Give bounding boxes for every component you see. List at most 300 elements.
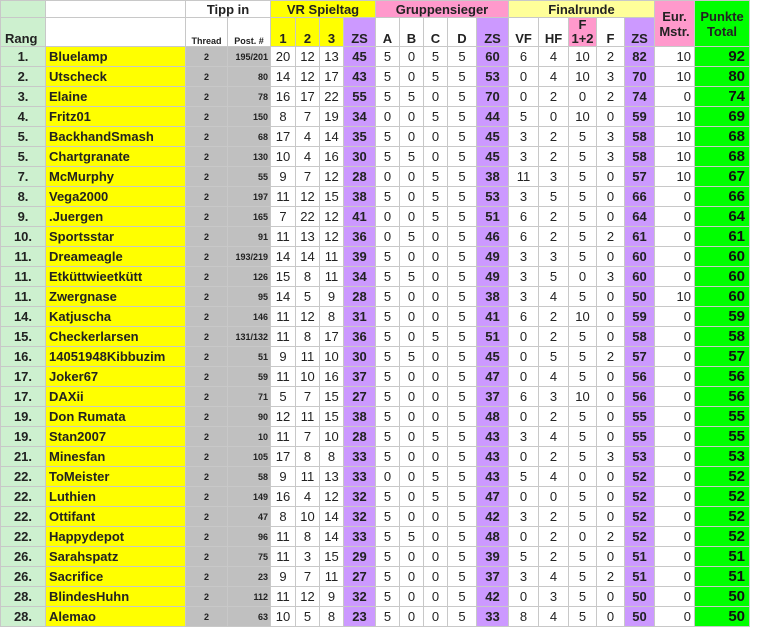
vr2-cell[interactable]: 5 bbox=[296, 607, 320, 627]
total-cell[interactable]: 50 bbox=[695, 587, 750, 607]
vr1-cell[interactable]: 10 bbox=[271, 147, 296, 167]
vr3-cell[interactable]: 14 bbox=[320, 507, 344, 527]
thread-cell[interactable]: 2 bbox=[186, 67, 228, 87]
fin-f-cell[interactable]: 0 bbox=[597, 487, 625, 507]
vr1-cell[interactable]: 8 bbox=[271, 507, 296, 527]
grp-c-cell[interactable]: 5 bbox=[424, 167, 448, 187]
posts-cell[interactable]: 91 bbox=[228, 227, 271, 247]
grp-zs-cell[interactable]: 47 bbox=[477, 487, 509, 507]
fin-zs-cell[interactable]: 52 bbox=[625, 487, 655, 507]
blank-header-cell[interactable] bbox=[46, 1, 186, 18]
vr2-cell[interactable]: 7 bbox=[296, 427, 320, 447]
vr1-cell[interactable]: 9 bbox=[271, 347, 296, 367]
grp-zs-cell[interactable]: 60 bbox=[477, 47, 509, 67]
grp-b-cell[interactable]: 0 bbox=[400, 167, 424, 187]
grp-b-cell[interactable]: 0 bbox=[400, 107, 424, 127]
eur-cell[interactable]: 0 bbox=[655, 347, 695, 367]
rank-cell[interactable]: 17. bbox=[1, 367, 46, 387]
fin-vf-cell[interactable]: 3 bbox=[509, 147, 539, 167]
grp-zs-cell[interactable]: 43 bbox=[477, 447, 509, 467]
grp-b-cell[interactable]: 0 bbox=[400, 307, 424, 327]
vr2-cell[interactable]: 22 bbox=[296, 207, 320, 227]
fin-zs-cell[interactable]: 53 bbox=[625, 447, 655, 467]
grp-d-cell[interactable]: 5 bbox=[448, 567, 477, 587]
vr1-cell[interactable]: 7 bbox=[271, 207, 296, 227]
grp-d-cell[interactable]: 5 bbox=[448, 107, 477, 127]
vr-spieltag-header[interactable]: VR Spieltag bbox=[271, 1, 376, 18]
grp-col-b-header[interactable]: B bbox=[400, 18, 424, 47]
thread-cell[interactable]: 2 bbox=[186, 407, 228, 427]
vr-zs-cell[interactable]: 30 bbox=[344, 147, 376, 167]
eur-cell[interactable]: 0 bbox=[655, 407, 695, 427]
fin-f-cell[interactable]: 0 bbox=[597, 307, 625, 327]
rang-header[interactable]: Rang bbox=[1, 18, 46, 47]
vr2-cell[interactable]: 12 bbox=[296, 587, 320, 607]
fin-f-cell[interactable]: 0 bbox=[597, 287, 625, 307]
vr3-cell[interactable]: 11 bbox=[320, 567, 344, 587]
name-cell[interactable]: Joker67 bbox=[46, 367, 186, 387]
grp-a-cell[interactable]: 5 bbox=[376, 247, 400, 267]
grp-b-cell[interactable]: 0 bbox=[400, 247, 424, 267]
fin-hf-cell[interactable]: 2 bbox=[539, 227, 569, 247]
fin-f-cell[interactable]: 2 bbox=[597, 227, 625, 247]
fin-f12-cell[interactable]: 5 bbox=[569, 447, 597, 467]
fin-hf-cell[interactable]: 3 bbox=[539, 587, 569, 607]
thread-cell[interactable]: 2 bbox=[186, 447, 228, 467]
fin-f12-cell[interactable]: 10 bbox=[569, 67, 597, 87]
vr-zs-cell[interactable]: 37 bbox=[344, 367, 376, 387]
fin-zs-cell[interactable]: 51 bbox=[625, 547, 655, 567]
fin-vf-cell[interactable]: 3 bbox=[509, 287, 539, 307]
fin-f12-cell[interactable]: 10 bbox=[569, 387, 597, 407]
vr1-cell[interactable]: 11 bbox=[271, 427, 296, 447]
posts-cell[interactable]: 63 bbox=[228, 607, 271, 627]
vr3-cell[interactable]: 12 bbox=[320, 207, 344, 227]
grp-a-cell[interactable]: 5 bbox=[376, 287, 400, 307]
vr2-cell[interactable]: 17 bbox=[296, 87, 320, 107]
vr1-cell[interactable]: 11 bbox=[271, 367, 296, 387]
fin-hf-cell[interactable]: 4 bbox=[539, 287, 569, 307]
fin-f-header[interactable]: F bbox=[597, 18, 625, 47]
thread-cell[interactable]: 2 bbox=[186, 207, 228, 227]
vr-zs-cell[interactable]: 41 bbox=[344, 207, 376, 227]
rank-cell[interactable]: 28. bbox=[1, 587, 46, 607]
eur-cell[interactable]: 0 bbox=[655, 587, 695, 607]
eur-cell[interactable]: 0 bbox=[655, 427, 695, 447]
grp-c-cell[interactable]: 0 bbox=[424, 247, 448, 267]
fin-zs-cell[interactable]: 50 bbox=[625, 587, 655, 607]
rank-cell[interactable]: 16. bbox=[1, 347, 46, 367]
eur-cell[interactable]: 10 bbox=[655, 147, 695, 167]
grp-a-cell[interactable]: 5 bbox=[376, 387, 400, 407]
vr1-cell[interactable]: 11 bbox=[271, 527, 296, 547]
grp-a-cell[interactable]: 0 bbox=[376, 467, 400, 487]
grp-c-cell[interactable]: 0 bbox=[424, 567, 448, 587]
thread-cell[interactable]: 2 bbox=[186, 227, 228, 247]
vr3-cell[interactable]: 10 bbox=[320, 427, 344, 447]
grp-a-cell[interactable]: 0 bbox=[376, 207, 400, 227]
thread-cell[interactable]: 2 bbox=[186, 247, 228, 267]
fin-f-cell[interactable]: 3 bbox=[597, 447, 625, 467]
fin-f-cell[interactable]: 2 bbox=[597, 347, 625, 367]
fin-f-cell[interactable]: 3 bbox=[597, 127, 625, 147]
rank-cell[interactable]: 26. bbox=[1, 567, 46, 587]
grp-b-cell[interactable]: 0 bbox=[400, 447, 424, 467]
grp-c-cell[interactable]: 0 bbox=[424, 367, 448, 387]
fin-f12-cell[interactable]: 0 bbox=[569, 87, 597, 107]
grp-b-cell[interactable]: 0 bbox=[400, 187, 424, 207]
finalrunde-header[interactable]: Finalrunde bbox=[509, 1, 655, 18]
name-cell[interactable]: Bluelamp bbox=[46, 47, 186, 67]
vr2-cell[interactable]: 4 bbox=[296, 127, 320, 147]
grp-c-cell[interactable]: 5 bbox=[424, 67, 448, 87]
fin-zs-cell[interactable]: 55 bbox=[625, 407, 655, 427]
name-header[interactable] bbox=[46, 18, 186, 47]
rank-cell[interactable]: 11. bbox=[1, 287, 46, 307]
fin-f-cell[interactable]: 0 bbox=[597, 387, 625, 407]
vr-zs-cell[interactable]: 28 bbox=[344, 287, 376, 307]
vr1-cell[interactable]: 11 bbox=[271, 187, 296, 207]
grp-d-cell[interactable]: 5 bbox=[448, 407, 477, 427]
grp-c-cell[interactable]: 5 bbox=[424, 427, 448, 447]
eur-cell[interactable]: 0 bbox=[655, 607, 695, 627]
fin-f12-cell[interactable]: 5 bbox=[569, 227, 597, 247]
fin-f-cell[interactable]: 0 bbox=[597, 407, 625, 427]
fin-vf-cell[interactable]: 0 bbox=[509, 587, 539, 607]
vr3-cell[interactable]: 12 bbox=[320, 227, 344, 247]
fin-zs-cell[interactable]: 57 bbox=[625, 347, 655, 367]
vr1-cell[interactable]: 11 bbox=[271, 327, 296, 347]
fin-f12-cell[interactable]: 5 bbox=[569, 427, 597, 447]
posts-cell[interactable]: 51 bbox=[228, 347, 271, 367]
name-cell[interactable]: Alemao bbox=[46, 607, 186, 627]
eur-cell[interactable]: 10 bbox=[655, 287, 695, 307]
grp-a-cell[interactable]: 5 bbox=[376, 127, 400, 147]
name-cell[interactable]: Stan2007 bbox=[46, 427, 186, 447]
fin-vf-cell[interactable]: 0 bbox=[509, 87, 539, 107]
vr2-cell[interactable]: 10 bbox=[296, 367, 320, 387]
fin-f-cell[interactable]: 0 bbox=[597, 427, 625, 447]
grp-d-cell[interactable]: 5 bbox=[448, 127, 477, 147]
grp-c-cell[interactable]: 0 bbox=[424, 267, 448, 287]
fin-zs-cell[interactable]: 74 bbox=[625, 87, 655, 107]
fin-f12-cell[interactable]: 5 bbox=[569, 487, 597, 507]
vr-zs-cell[interactable]: 31 bbox=[344, 307, 376, 327]
rank-cell[interactable]: 19. bbox=[1, 407, 46, 427]
rank-cell[interactable]: 28. bbox=[1, 607, 46, 627]
eur-cell[interactable]: 0 bbox=[655, 367, 695, 387]
fin-f12-cell[interactable]: 10 bbox=[569, 107, 597, 127]
fin-f-cell[interactable]: 0 bbox=[597, 467, 625, 487]
grp-a-cell[interactable]: 5 bbox=[376, 307, 400, 327]
vr-zs-cell[interactable]: 23 bbox=[344, 607, 376, 627]
grp-a-cell[interactable]: 5 bbox=[376, 607, 400, 627]
thread-cell[interactable]: 2 bbox=[186, 87, 228, 107]
fin-hf-cell[interactable]: 4 bbox=[539, 47, 569, 67]
fin-hf-cell[interactable]: 0 bbox=[539, 107, 569, 127]
fin-f12-header[interactable]: F 1+2 bbox=[569, 18, 597, 47]
fin-vf-cell[interactable]: 6 bbox=[509, 307, 539, 327]
fin-hf-cell[interactable]: 2 bbox=[539, 87, 569, 107]
vr2-cell[interactable]: 4 bbox=[296, 487, 320, 507]
vr2-cell[interactable]: 4 bbox=[296, 147, 320, 167]
posts-cell[interactable]: 59 bbox=[228, 367, 271, 387]
vr2-cell[interactable]: 8 bbox=[296, 447, 320, 467]
grp-zs-cell[interactable]: 45 bbox=[477, 347, 509, 367]
vr-zs-cell[interactable]: 38 bbox=[344, 407, 376, 427]
grp-d-cell[interactable]: 5 bbox=[448, 287, 477, 307]
fin-zs-cell[interactable]: 82 bbox=[625, 47, 655, 67]
posts-cell[interactable]: 197 bbox=[228, 187, 271, 207]
eur-cell[interactable]: 0 bbox=[655, 247, 695, 267]
rank-cell[interactable]: 5. bbox=[1, 147, 46, 167]
grp-a-cell[interactable]: 5 bbox=[376, 67, 400, 87]
fin-f-cell[interactable]: 3 bbox=[597, 267, 625, 287]
fin-vf-cell[interactable]: 0 bbox=[509, 487, 539, 507]
eur-cell[interactable]: 10 bbox=[655, 127, 695, 147]
vr1-cell[interactable]: 12 bbox=[271, 407, 296, 427]
total-cell[interactable]: 68 bbox=[695, 147, 750, 167]
grp-a-cell[interactable]: 0 bbox=[376, 167, 400, 187]
grp-b-cell[interactable]: 5 bbox=[400, 147, 424, 167]
posts-cell[interactable]: 23 bbox=[228, 567, 271, 587]
eur-cell[interactable]: 0 bbox=[655, 307, 695, 327]
grp-a-cell[interactable]: 5 bbox=[376, 567, 400, 587]
vr3-cell[interactable]: 13 bbox=[320, 47, 344, 67]
vr1-cell[interactable]: 9 bbox=[271, 467, 296, 487]
grp-zs-cell[interactable]: 38 bbox=[477, 167, 509, 187]
fin-hf-cell[interactable]: 4 bbox=[539, 467, 569, 487]
grp-b-cell[interactable]: 0 bbox=[400, 547, 424, 567]
grp-c-cell[interactable]: 0 bbox=[424, 347, 448, 367]
corner-cell[interactable] bbox=[1, 1, 46, 18]
fin-vf-cell[interactable]: 3 bbox=[509, 127, 539, 147]
fin-f12-cell[interactable]: 5 bbox=[569, 127, 597, 147]
fin-f12-cell[interactable]: 0 bbox=[569, 467, 597, 487]
fin-hf-cell[interactable]: 4 bbox=[539, 67, 569, 87]
vr-zs-cell[interactable]: 45 bbox=[344, 47, 376, 67]
posts-cell[interactable]: 131/132 bbox=[228, 327, 271, 347]
fin-vf-cell[interactable]: 5 bbox=[509, 467, 539, 487]
fin-f-cell[interactable]: 0 bbox=[597, 167, 625, 187]
fin-f12-cell[interactable]: 5 bbox=[569, 507, 597, 527]
fin-f12-cell[interactable]: 5 bbox=[569, 407, 597, 427]
grp-c-cell[interactable]: 5 bbox=[424, 107, 448, 127]
grp-c-cell[interactable]: 5 bbox=[424, 187, 448, 207]
posts-cell[interactable]: 80 bbox=[228, 67, 271, 87]
grp-d-cell[interactable]: 5 bbox=[448, 547, 477, 567]
posts-header[interactable]: Post. # bbox=[228, 18, 271, 47]
vr3-cell[interactable]: 19 bbox=[320, 107, 344, 127]
fin-f12-cell[interactable]: 5 bbox=[569, 207, 597, 227]
fin-f12-cell[interactable]: 5 bbox=[569, 167, 597, 187]
fin-f12-cell[interactable]: 10 bbox=[569, 307, 597, 327]
fin-zs-cell[interactable]: 56 bbox=[625, 367, 655, 387]
total-cell[interactable]: 58 bbox=[695, 327, 750, 347]
rank-cell[interactable]: 7. bbox=[1, 167, 46, 187]
fin-zs-cell[interactable]: 60 bbox=[625, 247, 655, 267]
grp-a-cell[interactable]: 5 bbox=[376, 527, 400, 547]
fin-zs-cell[interactable]: 59 bbox=[625, 107, 655, 127]
grp-c-cell[interactable]: 0 bbox=[424, 307, 448, 327]
vr-zs-cell[interactable]: 32 bbox=[344, 587, 376, 607]
vr3-cell[interactable]: 14 bbox=[320, 127, 344, 147]
thread-cell[interactable]: 2 bbox=[186, 307, 228, 327]
grp-zs-cell[interactable]: 51 bbox=[477, 327, 509, 347]
grp-d-cell[interactable]: 5 bbox=[448, 587, 477, 607]
vr2-cell[interactable]: 7 bbox=[296, 167, 320, 187]
vr2-cell[interactable]: 7 bbox=[296, 387, 320, 407]
total-cell[interactable]: 59 bbox=[695, 307, 750, 327]
vr2-cell[interactable]: 12 bbox=[296, 47, 320, 67]
thread-cell[interactable]: 2 bbox=[186, 327, 228, 347]
name-cell[interactable]: 14051948Kibbuzim bbox=[46, 347, 186, 367]
grp-c-cell[interactable]: 0 bbox=[424, 547, 448, 567]
grp-a-cell[interactable]: 5 bbox=[376, 367, 400, 387]
vr1-cell[interactable]: 9 bbox=[271, 167, 296, 187]
fin-hf-cell[interactable]: 2 bbox=[539, 127, 569, 147]
vr3-cell[interactable]: 12 bbox=[320, 167, 344, 187]
fin-vf-cell[interactable]: 6 bbox=[509, 387, 539, 407]
fin-vf-cell[interactable]: 3 bbox=[509, 247, 539, 267]
vr3-cell[interactable]: 8 bbox=[320, 607, 344, 627]
grp-c-cell[interactable]: 0 bbox=[424, 387, 448, 407]
fin-zs-cell[interactable]: 56 bbox=[625, 387, 655, 407]
eur-cell[interactable]: 0 bbox=[655, 387, 695, 407]
eur-cell[interactable]: 0 bbox=[655, 267, 695, 287]
grp-d-cell[interactable]: 5 bbox=[448, 527, 477, 547]
rank-cell[interactable]: 26. bbox=[1, 547, 46, 567]
fin-zs-cell[interactable]: 66 bbox=[625, 187, 655, 207]
fin-hf-cell[interactable]: 3 bbox=[539, 387, 569, 407]
vr-zs-cell[interactable]: 28 bbox=[344, 167, 376, 187]
grp-a-cell[interactable]: 5 bbox=[376, 87, 400, 107]
total-cell[interactable]: 55 bbox=[695, 427, 750, 447]
grp-c-cell[interactable]: 0 bbox=[424, 147, 448, 167]
grp-d-cell[interactable]: 5 bbox=[448, 387, 477, 407]
grp-d-cell[interactable]: 5 bbox=[448, 87, 477, 107]
rank-cell[interactable]: 22. bbox=[1, 507, 46, 527]
thread-cell[interactable]: 2 bbox=[186, 347, 228, 367]
total-cell[interactable]: 51 bbox=[695, 567, 750, 587]
grp-c-cell[interactable]: 0 bbox=[424, 287, 448, 307]
vr2-cell[interactable]: 5 bbox=[296, 287, 320, 307]
grp-col-d-header[interactable]: D bbox=[448, 18, 477, 47]
grp-c-cell[interactable]: 5 bbox=[424, 47, 448, 67]
eur-cell[interactable]: 0 bbox=[655, 487, 695, 507]
fin-vf-cell[interactable]: 6 bbox=[509, 207, 539, 227]
fin-vf-cell[interactable]: 8 bbox=[509, 607, 539, 627]
vr2-cell[interactable]: 14 bbox=[296, 247, 320, 267]
fin-hf-cell[interactable]: 2 bbox=[539, 327, 569, 347]
grp-a-cell[interactable]: 5 bbox=[376, 587, 400, 607]
grp-zs-cell[interactable]: 42 bbox=[477, 507, 509, 527]
posts-cell[interactable]: 75 bbox=[228, 547, 271, 567]
posts-cell[interactable]: 195/201 bbox=[228, 47, 271, 67]
grp-b-cell[interactable]: 0 bbox=[400, 407, 424, 427]
grp-b-cell[interactable]: 5 bbox=[400, 527, 424, 547]
fin-zs-cell[interactable]: 61 bbox=[625, 227, 655, 247]
fin-zs-cell[interactable]: 52 bbox=[625, 467, 655, 487]
vr3-cell[interactable]: 16 bbox=[320, 147, 344, 167]
grp-zs-cell[interactable]: 37 bbox=[477, 387, 509, 407]
thread-cell[interactable]: 2 bbox=[186, 567, 228, 587]
thread-cell[interactable]: 2 bbox=[186, 387, 228, 407]
posts-cell[interactable]: 126 bbox=[228, 267, 271, 287]
rank-cell[interactable]: 22. bbox=[1, 467, 46, 487]
grp-a-cell[interactable]: 5 bbox=[376, 147, 400, 167]
fin-vf-cell[interactable]: 0 bbox=[509, 67, 539, 87]
fin-hf-cell[interactable]: 0 bbox=[539, 487, 569, 507]
vr3-cell[interactable]: 22 bbox=[320, 87, 344, 107]
name-cell[interactable]: Katjuscha bbox=[46, 307, 186, 327]
fin-f-cell[interactable]: 3 bbox=[597, 147, 625, 167]
eur-cell[interactable]: 10 bbox=[655, 47, 695, 67]
thread-cell[interactable]: 2 bbox=[186, 507, 228, 527]
total-cell[interactable]: 60 bbox=[695, 287, 750, 307]
fin-hf-header[interactable]: HF bbox=[539, 18, 569, 47]
fin-f-cell[interactable]: 2 bbox=[597, 87, 625, 107]
fin-vf-cell[interactable]: 0 bbox=[509, 447, 539, 467]
rank-cell[interactable]: 5. bbox=[1, 127, 46, 147]
fin-vf-cell[interactable]: 3 bbox=[509, 187, 539, 207]
fin-zs-cell[interactable]: 58 bbox=[625, 147, 655, 167]
fin-vf-cell[interactable]: 5 bbox=[509, 547, 539, 567]
grp-b-cell[interactable]: 5 bbox=[400, 227, 424, 247]
vr3-cell[interactable]: 15 bbox=[320, 407, 344, 427]
vr1-cell[interactable]: 11 bbox=[271, 547, 296, 567]
grp-b-cell[interactable]: 0 bbox=[400, 487, 424, 507]
vr1-cell[interactable]: 11 bbox=[271, 307, 296, 327]
fin-f-cell[interactable]: 0 bbox=[597, 547, 625, 567]
grp-b-cell[interactable]: 0 bbox=[400, 587, 424, 607]
name-cell[interactable]: Checkerlarsen bbox=[46, 327, 186, 347]
vr3-cell[interactable]: 11 bbox=[320, 247, 344, 267]
grp-d-cell[interactable]: 5 bbox=[448, 67, 477, 87]
thread-cell[interactable]: 2 bbox=[186, 107, 228, 127]
total-cell[interactable]: 60 bbox=[695, 247, 750, 267]
grp-b-cell[interactable]: 0 bbox=[400, 47, 424, 67]
punkte-total-header[interactable]: Punkte Total bbox=[695, 1, 750, 47]
total-cell[interactable]: 69 bbox=[695, 107, 750, 127]
fin-f12-cell[interactable]: 5 bbox=[569, 247, 597, 267]
grp-a-cell[interactable]: 5 bbox=[376, 447, 400, 467]
vr-col-2-header[interactable]: 2 bbox=[296, 18, 320, 47]
rank-cell[interactable]: 19. bbox=[1, 427, 46, 447]
grp-zs-cell[interactable]: 53 bbox=[477, 187, 509, 207]
thread-cell[interactable]: 2 bbox=[186, 487, 228, 507]
vr-zs-cell[interactable]: 43 bbox=[344, 67, 376, 87]
name-cell[interactable]: .Juergen bbox=[46, 207, 186, 227]
vr2-cell[interactable]: 12 bbox=[296, 67, 320, 87]
vr1-cell[interactable]: 17 bbox=[271, 127, 296, 147]
grp-c-cell[interactable]: 0 bbox=[424, 507, 448, 527]
grp-d-cell[interactable]: 5 bbox=[448, 507, 477, 527]
vr3-cell[interactable]: 11 bbox=[320, 267, 344, 287]
thread-cell[interactable]: 2 bbox=[186, 587, 228, 607]
total-cell[interactable]: 51 bbox=[695, 547, 750, 567]
vr3-cell[interactable]: 17 bbox=[320, 327, 344, 347]
posts-cell[interactable]: 47 bbox=[228, 507, 271, 527]
fin-f12-cell[interactable]: 5 bbox=[569, 347, 597, 367]
name-cell[interactable]: Dreameagle bbox=[46, 247, 186, 267]
vr1-cell[interactable]: 14 bbox=[271, 67, 296, 87]
fin-hf-cell[interactable]: 5 bbox=[539, 267, 569, 287]
posts-cell[interactable]: 130 bbox=[228, 147, 271, 167]
grp-d-cell[interactable]: 5 bbox=[448, 167, 477, 187]
fin-f-cell[interactable]: 0 bbox=[597, 187, 625, 207]
fin-zs-cell[interactable]: 60 bbox=[625, 267, 655, 287]
